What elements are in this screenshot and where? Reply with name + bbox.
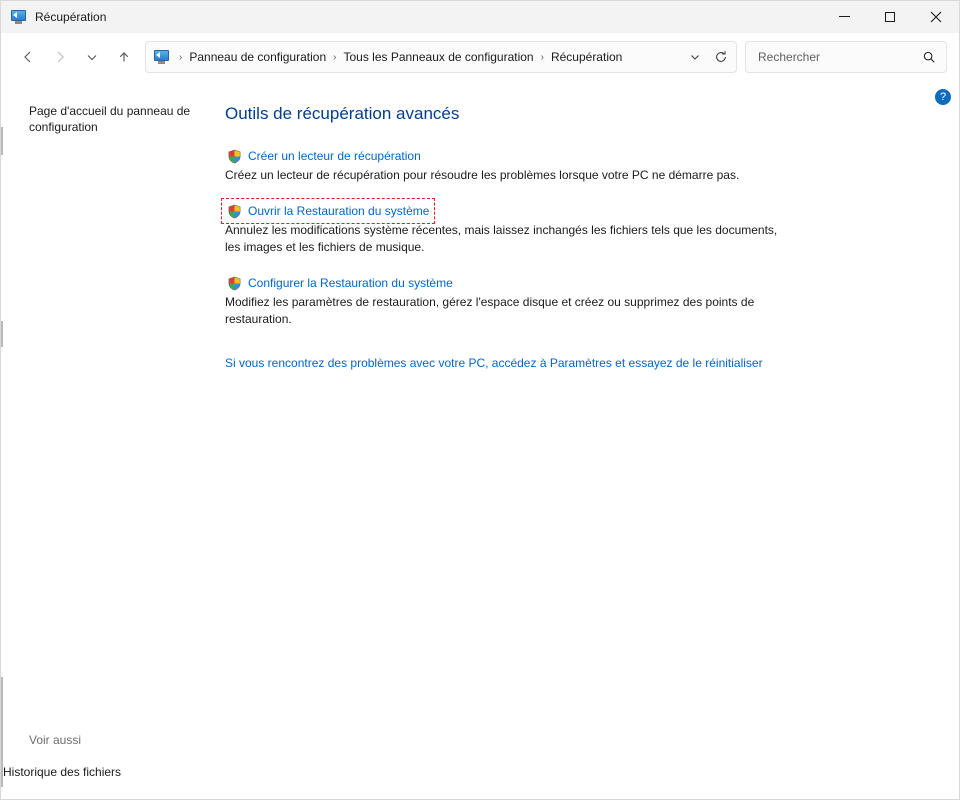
link-reset-pc-settings[interactable]: Si vous rencontrez des problèmes avec votre PC, accédez à Paramètres et essayez de le réinitialiser [225, 356, 763, 370]
link-configure-system-restore[interactable]: Configurer la Restauration du système [248, 276, 453, 290]
breadcrumb-item-recovery[interactable]: Récupération [550, 50, 623, 64]
title-bar-left [1, 9, 821, 25]
task-link-row-0[interactable] [225, 147, 423, 165]
breadcrumb-separator-0: › [179, 51, 183, 63]
control-panel-icon [154, 49, 170, 65]
search-icon[interactable] [916, 44, 942, 70]
help-icon[interactable]: ? [935, 89, 951, 105]
breadcrumb-separator-1: › [333, 51, 337, 63]
task-open-system-restore [225, 202, 929, 256]
up-button[interactable] [109, 42, 139, 72]
close-icon [930, 11, 942, 23]
sidebar [1, 81, 211, 799]
maximize-button[interactable] [867, 1, 913, 32]
sidebar-item-file-history[interactable]: Historique des fichiers [3, 765, 122, 779]
title-bar [1, 1, 959, 33]
task-create-recovery-drive [225, 147, 929, 184]
shield-icon [227, 276, 242, 291]
task-link-row-2[interactable] [225, 274, 455, 292]
search-box[interactable] [745, 41, 947, 73]
sidebar-item-control-panel-home[interactable]: Page d'accueil du panneau de configuration [29, 104, 191, 134]
search-input[interactable] [756, 49, 916, 65]
task-description-2: Modifiez les paramètres de restauration, gérez l'espace disque et créez ou supprimez des points de restauration. [225, 295, 755, 326]
forward-button[interactable] [45, 42, 75, 72]
task-configure-system-restore [225, 274, 929, 328]
breadcrumb-item-control-panel[interactable]: Panneau de configuration [189, 50, 327, 64]
refresh-icon[interactable] [708, 43, 734, 71]
recent-locations-button[interactable] [77, 42, 107, 72]
link-open-system-restore[interactable]: Ouvrir la Restauration du système [248, 204, 430, 218]
breadcrumb-item-all-control-panel-items[interactable]: Tous les Panneaux de configuration [343, 50, 534, 64]
main-panel [211, 81, 959, 799]
breadcrumb[interactable] [145, 41, 737, 73]
shield-icon [227, 204, 242, 219]
navigation-buttons [13, 42, 139, 72]
caption-buttons [821, 1, 959, 32]
window-title: Récupération [35, 9, 107, 24]
task-description-0: Créez un lecteur de récupération pour résoudre les problèmes lorsque votre PC ne démarre pas. [225, 168, 740, 182]
content-area [1, 81, 959, 799]
recovery-icon [11, 9, 27, 25]
breadcrumb-separator-2: › [540, 51, 544, 63]
minimize-icon [839, 16, 850, 17]
task-description-1: Annulez les modifications système récentes, mais laissez inchangés les fichiers tels que les documents, les images et les fichiers de musique. [225, 223, 778, 254]
maximize-icon [885, 12, 895, 22]
link-create-recovery-drive[interactable]: Créer un lecteur de récupération [248, 149, 421, 163]
close-button[interactable] [913, 1, 959, 32]
minimize-button[interactable] [821, 1, 867, 32]
shield-icon [227, 149, 242, 164]
chevron-down-icon[interactable] [682, 43, 708, 71]
see-also-label: Voir aussi [29, 733, 82, 747]
back-button[interactable] [13, 42, 43, 72]
task-link-row-1[interactable] [225, 202, 431, 220]
address-bar [1, 33, 959, 81]
page-title: Outils de récupération avancés [225, 104, 460, 123]
